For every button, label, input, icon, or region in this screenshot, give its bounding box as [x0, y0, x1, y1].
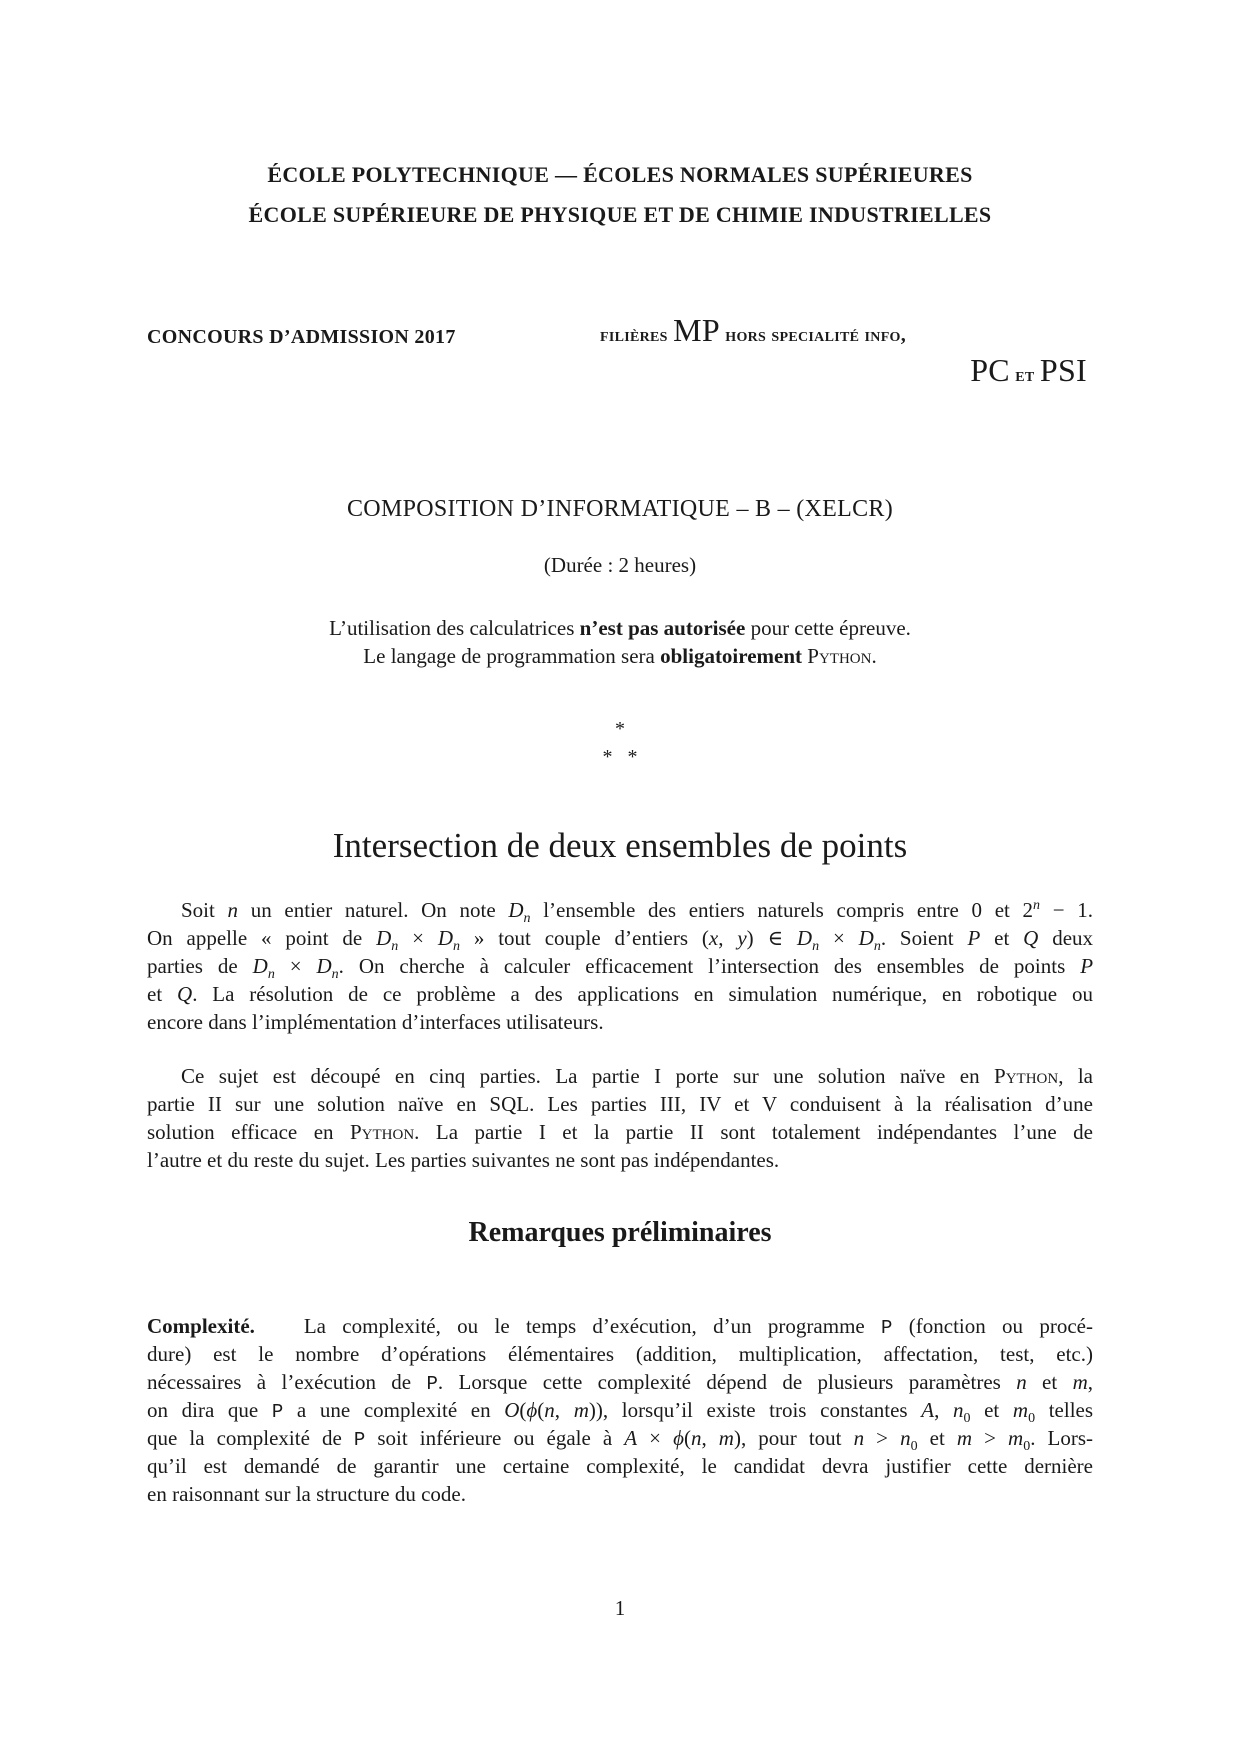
calculator-rule: L’utilisation des calculatrices n’est pas autorisée pour cette épreuve. [329, 616, 911, 640]
page-number: 1 [614, 1596, 626, 1620]
intro-paragraph: Soit n un entier naturel. On note $D_n$ l’ensemble des entiers naturels compris entre 0 et $2^n - 1$. On appelle « point de $D_n \times D_n$ » tout couple d’entiers (x, y) ∈ $D_n \times D_n$. Soient P et Q deux parties de $D_n \times D_n$. On cherche à calculer efficacement l’intersection des ensembles de points P et Q. La résolution de ce problème a des applications en simulation numérique, en robotique ou encore dans l’implémentation d’interfaces utilisateurs. [147, 898, 1094, 1034]
school-line-2: ÉCOLE SUPÉRIEURE DE PHYSIQUE ET DE CHIMIE INDUSTRIELLES [248, 202, 992, 227]
exam-duration: (Durée : 2 heures) [543, 553, 697, 577]
filiere-psi: PSI [1039, 352, 1087, 388]
et-word: et [1015, 364, 1035, 386]
separator-star-top: * [615, 718, 625, 740]
section-title: Intersection de deux ensembles de points [332, 826, 908, 865]
parts-paragraph: Ce sujet est découpé en cinq parties. La partie I porte sur une solution naïve en Python, la partie II sur une solution naïve en SQL. Les parties III, IV et V conduisent à la réalisation d’une solution efficace en Python. La partie I et la partie II sont totalement indépendantes l’une de l’autre et du reste du sujet. Les parties suivantes ne sont pas indépendantes. [147, 1064, 1094, 1172]
complexite-paragraph: Complexité. La complexité, ou le temps d’exécution, d’un programme P (fonction ou procé- dure) est le nombre d’opérations élémentaires (addition, multiplication, affectation, test, etc.) nécessaires à l’exécution de P. Lorsque cette complexité dépend de plusieurs paramètres n et m, on dira que P a une complexité en O(ϕ(n, m)), lorsqu’il existe trois constantes A, $n_0$ et $m_0$ telles que la complexité de P soit inférieure ou égale à A × ϕ(n, m), pour tout $n > n_0$ et $m > m_0$. Lors- qu’il est demandé de garantir une certaine complexité, le candidat devra justifier cette dernière en raisonnant sur la structure du code. [147, 1314, 1094, 1506]
language-rule: Le langage de programmation sera obligatoirement Python. [363, 644, 877, 668]
concours-label: CONCOURS D’ADMISSION 2017 [147, 326, 456, 348]
python-name: Python [807, 644, 872, 668]
filieres-line [600, 312, 906, 349]
obligatoirement: obligatoirement [660, 644, 803, 668]
hors-specialite: hors specialité info, [725, 324, 907, 346]
filieres-line-2 [970, 352, 1087, 389]
school-line-1: ÉCOLE POLYTECHNIQUE — ÉCOLES NORMALES SUPÉRIEURES [267, 162, 973, 187]
filieres-word: filières [600, 324, 668, 346]
calc-not-allowed: n’est pas autorisée [579, 616, 746, 640]
filiere-mp: MP [673, 312, 720, 348]
separator-star-bottom: * * [602, 746, 638, 768]
exam-title: COMPOSITION D’INFORMATIQUE – B – (XELCR) [347, 496, 893, 522]
remarques-title: Remarques préliminaires [468, 1217, 772, 1248]
filiere-pc: PC [970, 352, 1010, 388]
complexite-label: Complexité. [147, 1314, 255, 1338]
